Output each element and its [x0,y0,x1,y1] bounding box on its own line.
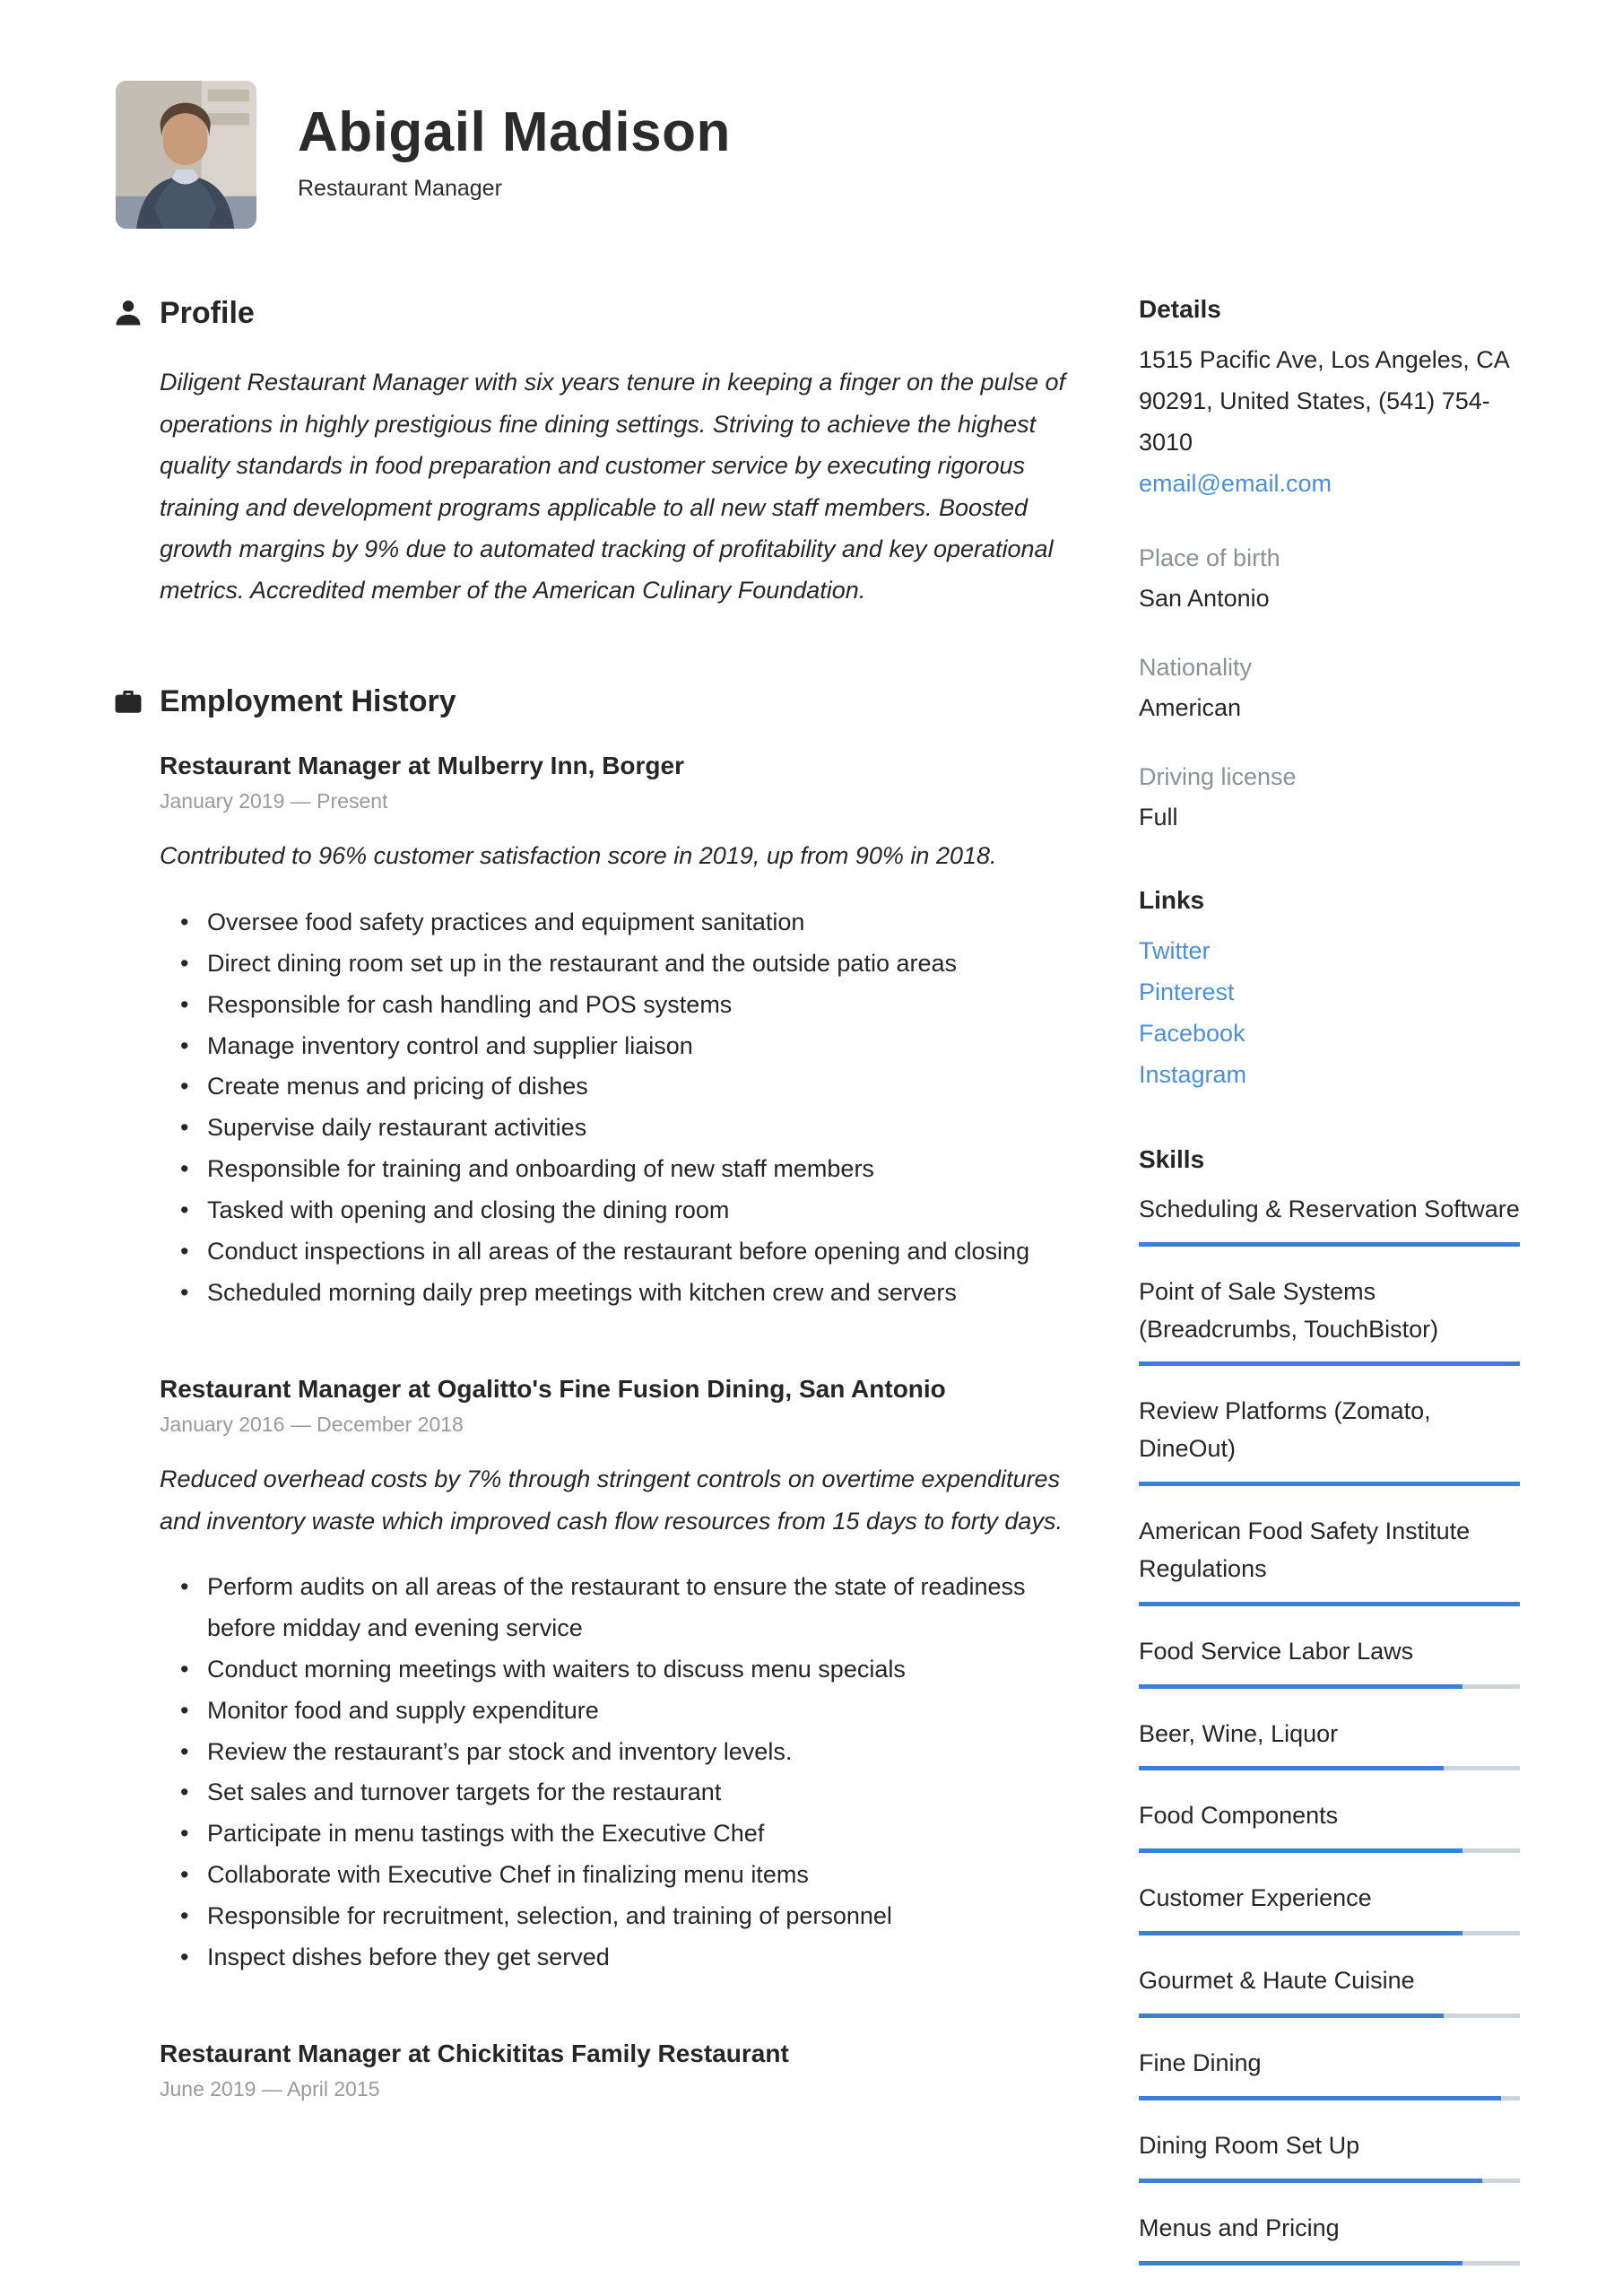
profile-heading-label: Profile [160,296,255,330]
skill-item [1139,1962,1520,2018]
job-dates: June 2019 — April 2015 [160,2077,380,2101]
profile-section [160,293,1074,612]
skill-bar [1139,1242,1520,1247]
profile-heading [160,293,1074,333]
duty-item: • Create menus and pricing of dishes [180,1066,1074,1108]
skill-label: Gourmet & Haute Cuisine [1139,1967,1415,1995]
skill-bar-fill [1139,1482,1520,1486]
skill-bar [1139,1848,1520,1853]
skill-bar-fill [1139,2179,1482,2183]
email-link[interactable]: email@email.com [1139,470,1332,498]
link-pinterest[interactable]: Pinterest [1139,978,1235,1005]
duty-item: • Responsible for recruitment, selection, and training of personnel [180,1896,1074,1937]
skill-item [1139,1274,1520,1367]
profile-text: Diligent Restaurant Manager with six years tenure in keeping a finger on the pulse of operations in highly prestigious fine dining settings. Striving to achieve the highest quality standards in food preparation and customer service by executing rigorous training and development programs applicable to all new staff members. Boosted growth margins by 9% due to automated tracking of profitability and key operational metrics. Accredited member of the American Culinary Foundation. [160,369,1066,604]
skill-bar-fill [1139,2013,1444,2018]
content-columns [160,293,1520,2292]
employment-section [160,682,1074,2101]
duty-item: • Manage inventory control and supplier liaison [180,1026,1074,1067]
duty-item: • Conduct inspections in all areas of the restaurant before opening and closing [180,1231,1074,1273]
skill-item [1139,1393,1520,1486]
nationality-value: American [1139,694,1242,722]
skill-bar-fill [1139,2096,1501,2100]
skill-bar [1139,2096,1520,2100]
links-heading: Links [1139,885,1205,914]
skill-bar [1139,1684,1520,1689]
employment-heading-label: Employment History [160,683,456,718]
skill-label: American Food Safety Institute Regulations [1139,1518,1471,1582]
skill-bar [1139,1766,1520,1770]
profile-photo-image [116,81,256,229]
skill-bar-fill [1139,2261,1462,2266]
person-icon [113,298,143,328]
resume-header [116,81,1520,229]
nationality-item [1139,652,1520,724]
job-title: Restaurant Manager at Ogalitto's Fine Fusion Dining, San Antonio [160,1374,946,1403]
job-summary: Reduced overhead costs by 7% through stringent controls on overtime expenditures and inventory waste which improved cash flow resources from 15 days to forty days. [160,1465,1063,1535]
skill-bar-fill [1139,1602,1520,1606]
job-title: Restaurant Manager at Mulberry Inn, Borger [160,752,685,779]
duty-item: • Monitor food and supply expenditure [180,1691,1074,1732]
skill-bar [1139,2261,1520,2266]
skill-bar-fill [1139,1684,1462,1689]
duty-item: • Supervise daily restaurant activities [180,1108,1074,1149]
duty-item: • Tasked with opening and closing the dining room [180,1190,1074,1231]
skill-label: Beer, Wine, Liquor [1139,1719,1339,1747]
skills-heading: Skills [1139,1145,1205,1174]
skill-bar [1139,2179,1520,2183]
skill-bar [1139,1931,1520,1935]
skill-item [1139,1633,1520,1689]
details-heading: Details [1139,295,1221,323]
skill-bar-fill [1139,1361,1520,1366]
skills-section [1139,1144,1520,2265]
duty-item: • Responsible for cash handling and POS systems [180,985,1074,1026]
employment-heading [160,682,1074,721]
place-of-birth-value: San Antonio [1139,585,1270,613]
duty-item: • Scheduled morning daily prep meetings with kitchen crew and servers [180,1273,1074,1314]
duty-item: • Conduct morning meetings with waiters to discuss menu specials [180,1649,1074,1691]
skill-item [1139,1716,1520,1771]
link-facebook[interactable]: Facebook [1139,1019,1245,1047]
skill-label: Food Service Labor Laws [1139,1637,1414,1665]
driving-license-value: Full [1139,804,1178,831]
skill-bar [1139,1602,1520,1606]
duty-item: • Collaborate with Executive Chef in finalizing menu items [180,1855,1074,1896]
skill-bar [1139,2013,1520,2018]
nationality-label: Nationality [1139,654,1253,682]
place-of-birth-label: Place of birth [1139,544,1280,571]
skill-label: Dining Room Set Up [1139,2131,1360,2159]
duty-item: • Oversee food safety practices and equipment sanitation [180,902,1074,944]
skill-bar-fill [1139,1931,1462,1935]
details-section [1139,293,1520,505]
duties-list [160,902,1074,1314]
skill-item [1139,1797,1520,1853]
link-twitter[interactable]: Twitter [1139,936,1211,964]
skill-label: Customer Experience [1139,1884,1372,1912]
duty-item: • Set sales and turnover targets for the restaurant [180,1772,1074,1813]
skill-label: Food Components [1139,1802,1339,1830]
sidebar [1139,293,1520,2292]
skill-bar-fill [1139,1766,1444,1770]
driving-license-label: Driving license [1139,763,1297,791]
main-column [160,293,1074,2292]
duty-item: • Inspect dishes before they get served [180,1937,1074,1979]
place-of-birth-item [1139,543,1520,614]
job-summary: Contributed to 96% customer satisfaction score in 2019, up from 90% in 2018. [160,842,997,870]
skill-item [1139,2127,1520,2183]
candidate-title: Restaurant Manager [298,176,502,202]
skill-item [1139,2210,1520,2266]
duty-item: • Perform audits on all areas of the restaurant to ensure the state of readiness before midday and evening service [180,1567,1074,1649]
job-entry-chickititas [160,2038,1074,2101]
skill-label: Scheduling & Reservation Software [1139,1195,1520,1222]
duty-item: • Direct dining room set up in the restaurant and the outside patio areas [180,944,1074,985]
skill-item [1139,2045,1520,2100]
skill-item [1139,1191,1520,1247]
briefcase-icon [113,686,143,717]
skill-label: Review Platforms (Zomato, DineOut) [1139,1397,1431,1463]
duty-item: • Review the restaurant’s par stock and inventory levels. [180,1732,1074,1773]
skill-bar [1139,1361,1520,1366]
duty-item: • Participate in menu tastings with the Executive Chef [180,1813,1074,1855]
job-dates: January 2016 — December 2018 [160,1413,464,1437]
job-dates: January 2019 — Present [160,789,388,813]
skill-item [1139,1513,1520,1606]
job-title: Restaurant Manager at Chickititas Family Restaurant [160,2039,789,2067]
skill-label: Fine Dining [1139,2048,1262,2076]
column-gap [1074,293,1139,2292]
job-entry-ogalittos [160,1373,1074,1979]
skill-bar [1139,1482,1520,1486]
profile-photo [116,81,256,229]
duty-item: • Responsible for training and onboarding of new staff members [180,1149,1074,1190]
candidate-name: Abigail Madison [298,101,731,163]
driving-license-item [1139,761,1520,833]
skill-item [1139,1880,1520,1935]
skill-label: Point of Sale Systems (Breadcrumbs, TouchBistor) [1139,1277,1439,1343]
links-section [1139,884,1520,1096]
skill-bar-fill [1139,1242,1520,1247]
address-text: 1515 Pacific Ave, Los Angeles, CA 90291, United States, (541) 754-3010 [1139,346,1509,457]
duties-list [160,1567,1074,1979]
header-text [298,81,731,202]
job-entry-mulberry-inn [160,750,1074,1314]
skill-label: Menus and Pricing [1139,2213,1340,2241]
skill-bar-fill [1139,1848,1462,1853]
link-instagram[interactable]: Instagram [1139,1060,1247,1088]
